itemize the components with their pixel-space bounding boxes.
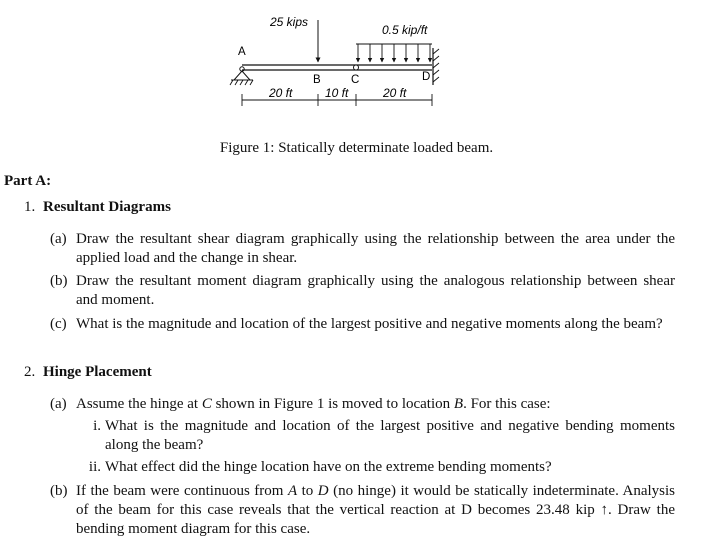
q1-number: 1.: [24, 199, 36, 215]
point-c-label: C: [351, 74, 360, 86]
q2-b-text-to: to: [297, 483, 318, 499]
q2-a-text: [76, 395, 675, 414]
q2-a-i-item: [93, 417, 675, 455]
q2-b-var-d: D: [317, 483, 329, 499]
q2-b-var-a: A: [287, 483, 298, 499]
q1-a-item: [50, 230, 675, 268]
dim-cd-label: 20 ft: [383, 86, 407, 100]
q2-b-label: (b): [50, 483, 68, 499]
q2-a-text-mid: shown in Figure 1 is moved to location: [211, 396, 454, 412]
dim-bc-label: 10 ft: [325, 86, 349, 100]
part-a-title: Part A:: [4, 173, 52, 189]
q2-a-i-text: What is the magnitude and location of the largest positive and negative bending moments along the beam?: [105, 418, 675, 453]
q2-a-i-label: i.: [93, 418, 101, 434]
q2-b-text-post: (no hinge) it would be statically indeterminate. Analysis of the beam for this case reveals that the vertical reaction at D becomes 23.48 kip ↑. Draw the bending moment diagram for this case.: [76, 483, 675, 537]
distributed-load: [356, 44, 432, 62]
beam-figure: [0, 0, 713, 135]
point-d-label: D: [422, 71, 431, 83]
point-load-label: 25 kips: [270, 15, 309, 29]
distributed-load-label: 0.5 kip/ft: [382, 23, 428, 37]
q2-a-item: [50, 395, 675, 414]
q2-heading: [24, 364, 152, 381]
point-b-label: B: [313, 74, 321, 86]
hinge-c: [354, 65, 359, 70]
q1-b-text: Draw the resultant moment diagram graphically using the analogous relationship between shear and moment.: [76, 273, 675, 308]
q2-a-text-pre: Assume the hinge at: [76, 396, 202, 412]
q1-a-text: Draw the resultant shear diagram graphically using the relationship between the area under the applied load and the change in shear.: [76, 231, 675, 266]
roller-support-d: [433, 48, 439, 85]
point-a-label: A: [238, 46, 246, 58]
q1-b-label: (b): [50, 273, 68, 289]
q1-heading: [24, 199, 171, 216]
dim-ab-label: 20 ft: [269, 86, 293, 100]
q2-title: Hinge Placement: [43, 364, 152, 380]
q2-b-item: [50, 482, 675, 539]
q2-b-text: [76, 482, 675, 539]
q2-number: 2.: [24, 364, 36, 380]
q1-b-item: [50, 272, 675, 310]
q1-a-label: (a): [50, 231, 67, 247]
q2-a-ii-item: [88, 458, 675, 477]
q2-a-var-b: B: [453, 396, 464, 412]
q2-a-text-post: . For this case:: [463, 396, 551, 412]
q1-c-item: [50, 315, 675, 334]
q1-c-label: (c): [50, 316, 67, 332]
q2-b-text-pre: If the beam were continuous from: [76, 483, 288, 499]
q1-c-text: What is the magnitude and location of the largest positive and negative moments along the beam?: [76, 316, 663, 332]
q2-a-label: (a): [50, 396, 67, 412]
q2-a-var-c: C: [201, 396, 212, 412]
q1-title: Resultant Diagrams: [43, 199, 171, 215]
q2-a-ii-text: What effect did the hinge location have on the extreme bending moments?: [105, 459, 552, 475]
q2-a-ii-label: ii.: [88, 459, 101, 475]
figure-caption: Figure 1: Statically determinate loaded beam.: [219, 140, 494, 156]
